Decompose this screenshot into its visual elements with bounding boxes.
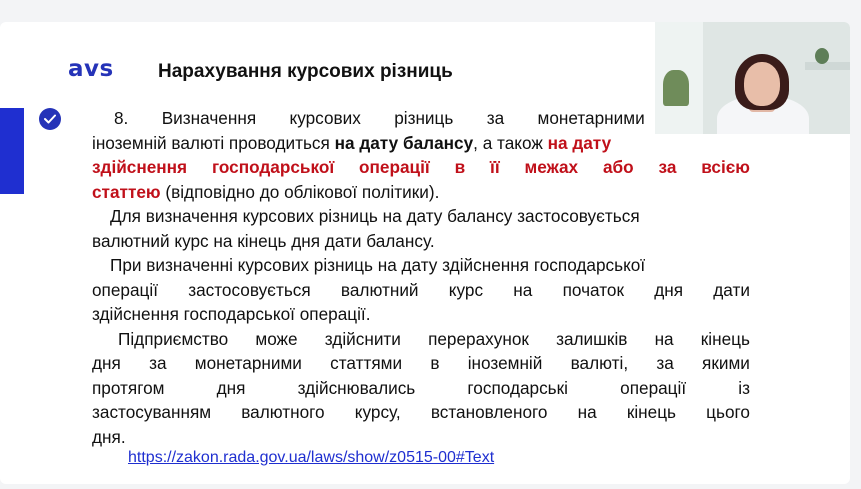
- p1-line3: здійснення господарської операції в її межах або за всією: [92, 157, 750, 177]
- check-circle-icon: [39, 108, 61, 130]
- webcam-shelf-plant: [815, 48, 829, 64]
- p4-line1: Підприємство може здійснити перерахунок залишків на кінець: [118, 328, 750, 349]
- p1-line1: 8. Визначення курсових різниць за монетарними: [114, 108, 645, 128]
- p4-line4: застосуванням валютного курсу, встановленого на кінець цього: [92, 402, 750, 422]
- webcam-shelf: [805, 62, 850, 70]
- p4-line2: дня за монетарними статтями в іноземній валюті, за якими: [92, 353, 750, 373]
- p3-line2: операції застосовується валютний курс на початок дня дати: [92, 279, 750, 300]
- p1-line2: іноземній валюті проводиться на дату балансу, а також на дату: [92, 132, 612, 153]
- slide-body: [92, 106, 750, 449]
- p2-line1: Для визначення курсових різниць на дату балансу застосовується: [110, 206, 640, 226]
- webcam-plant: [663, 70, 689, 106]
- avs-logo: avs: [68, 56, 114, 82]
- slide-title: Нарахування курсових різниць: [158, 61, 453, 82]
- zakon-link[interactable]: https://zakon.rada.gov.ua/laws/show/z0515-00#Text: [128, 449, 495, 466]
- p3-line3: здійснення господарської операції.: [92, 304, 371, 324]
- p1-line4: статтею (відповідно до облікової політики).: [92, 181, 440, 202]
- webcam-video: [655, 22, 850, 134]
- p4-line5: дня.: [92, 426, 126, 447]
- p4-line3: протягом дня здійснювались господарські операції із: [92, 377, 750, 398]
- p2-line2: валютний курс на кінець дня дати балансу.: [92, 230, 435, 251]
- presenter-face: [744, 62, 780, 106]
- p3-line1: При визначенні курсових різниць на дату здійснення господарської: [110, 255, 646, 275]
- accent-bar: [0, 108, 24, 194]
